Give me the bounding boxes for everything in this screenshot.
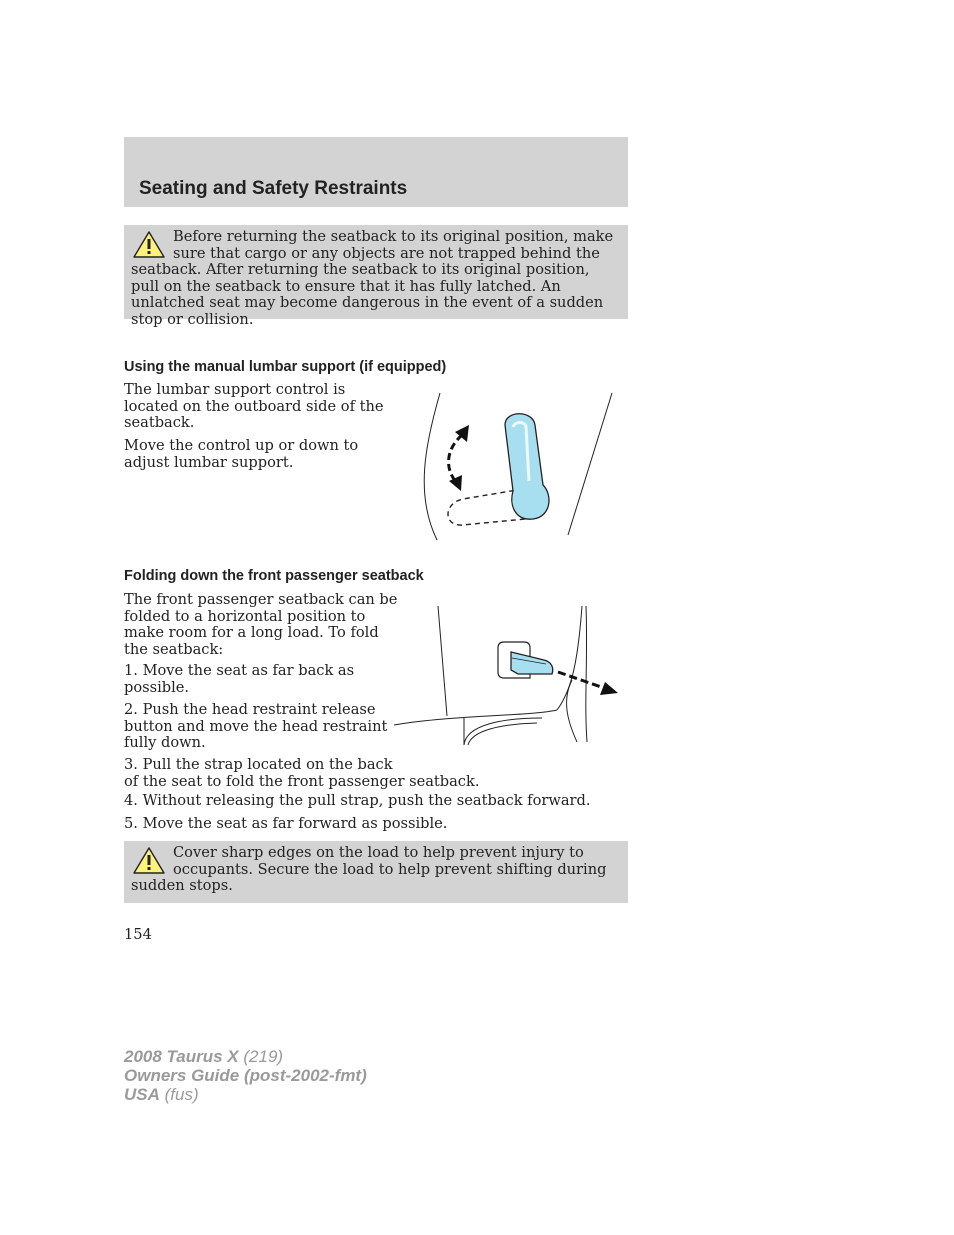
lumbar-lever-illustration — [405, 385, 620, 545]
footer-market: USA — [124, 1085, 160, 1104]
text-line: seatback. — [124, 414, 195, 431]
text-line: Move the control up or down to — [124, 437, 359, 454]
warning-triangle-icon — [131, 229, 167, 259]
text-line: make room for a long load. To fold — [124, 624, 379, 641]
lumbar-paragraph-1 — [124, 382, 384, 432]
text-line: possible. — [124, 678, 190, 696]
heading-lumbar: Using the manual lumbar support (if equipped) — [124, 359, 447, 375]
footer-model-code: (219) — [238, 1047, 284, 1066]
fold-step-2 — [124, 702, 387, 752]
document-footer — [124, 1047, 367, 1104]
warning-box-seatback — [124, 225, 628, 328]
text-line: of the seat to fold the front passenger seatback. — [124, 772, 480, 790]
fold-step-3 — [124, 757, 479, 790]
text-line: 1. Move the seat as far back as — [124, 662, 355, 679]
warning-text: Before returning the seatback to its original position, make sure that cargo or any objects are not trapped behind the seatback. After returning the seatback to its original position, pull on the seatback to ensure that it has fully latched. An unlatched seat may become dangerous in the event of a sudden stop or collision. — [131, 228, 614, 328]
footer-guide: Owners Guide (post-2002-fmt) — [124, 1066, 367, 1085]
footer-market-code: (fus) — [159, 1085, 199, 1104]
page-number: 154 — [124, 926, 152, 943]
warning-triangle-icon — [131, 845, 167, 875]
fold-paragraph-intro — [124, 592, 397, 658]
footer-line-1 — [124, 1047, 367, 1066]
footer-model: 2008 Taurus X — [124, 1047, 239, 1066]
warning-text: Cover sharp edges on the load to help prevent injury to occupants. Secure the load to help prevent shifting during sudden stops. — [131, 844, 607, 894]
text-line: adjust lumbar support. — [124, 453, 294, 471]
seatback-strap-illustration — [392, 600, 624, 750]
heading-fold-seatback: Folding down the front passenger seatback — [124, 568, 424, 584]
text-line: folded to a horizontal position to — [124, 607, 366, 625]
fold-step-5: 5. Move the seat as far forward as possible. — [124, 815, 448, 832]
lumbar-paragraph-2 — [124, 438, 358, 471]
section-header-band — [124, 137, 628, 207]
text-line: 2. Push the head restraint release — [124, 701, 376, 718]
footer-line-3 — [124, 1085, 367, 1104]
text-line: the seatback: — [124, 640, 224, 658]
text-line: fully down. — [124, 734, 206, 751]
text-line: button and move the head restraint — [124, 717, 388, 735]
text-line: 3. Pull the strap located on the back — [124, 756, 393, 773]
fold-step-1 — [124, 663, 354, 696]
text-line: The front passenger seatback can be — [124, 591, 398, 608]
warning-box-load — [124, 841, 628, 903]
text-line: located on the outboard side of the — [124, 397, 384, 415]
fold-step-4: 4. Without releasing the pull strap, push the seatback forward. — [124, 792, 591, 809]
footer-line-2 — [124, 1066, 367, 1085]
text-line: The lumbar support control is — [124, 381, 346, 398]
section-title: Seating and Safety Restraints — [139, 178, 408, 199]
